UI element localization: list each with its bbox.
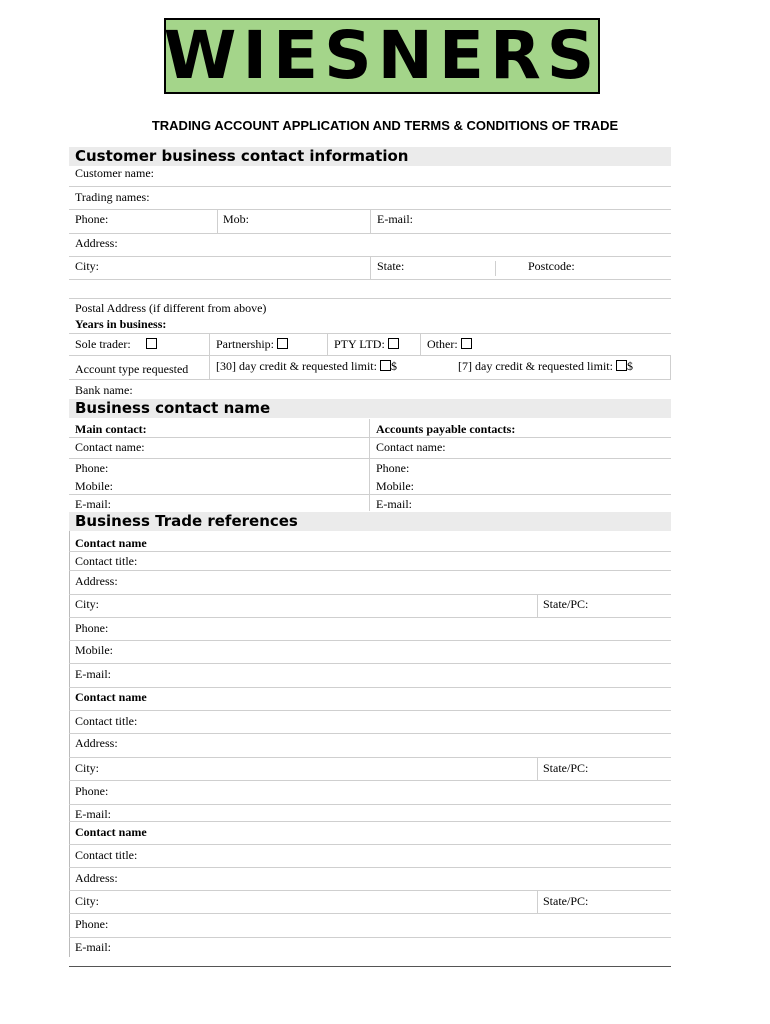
pty-ltd-option[interactable] bbox=[334, 337, 399, 351]
credit-30-checkbox[interactable] bbox=[380, 360, 391, 371]
credit-7-label: [7] day credit & requested limit: bbox=[458, 359, 613, 373]
partnership-checkbox[interactable] bbox=[277, 338, 288, 349]
other-checkbox[interactable] bbox=[461, 338, 472, 349]
column-divider bbox=[369, 419, 370, 511]
city-label: City: bbox=[75, 259, 100, 273]
company-logo bbox=[164, 18, 600, 94]
ref3-contact-name-label: Contact name bbox=[75, 825, 147, 839]
row-divider bbox=[69, 937, 671, 938]
sole-trader-option[interactable] bbox=[75, 337, 157, 351]
row-divider bbox=[69, 494, 671, 495]
mob-label: Mob: bbox=[223, 212, 250, 226]
row-divider bbox=[69, 733, 671, 734]
ap-mobile-label: Mobile: bbox=[376, 479, 414, 493]
cell-divider bbox=[217, 209, 218, 233]
ref2-state-pc-label: State/PC: bbox=[543, 761, 589, 775]
postcode-label: Postcode: bbox=[528, 259, 575, 273]
ap-phone-label: Phone: bbox=[376, 461, 410, 475]
section-header-customer-info: Customer business contact information bbox=[69, 147, 671, 166]
ref3-city-label: City: bbox=[75, 894, 100, 908]
trading-names-label: Trading names: bbox=[75, 190, 150, 204]
ref1-address-label: Address: bbox=[75, 574, 118, 588]
ref2-city-label: City: bbox=[75, 761, 100, 775]
pty-ltd-checkbox[interactable] bbox=[388, 338, 399, 349]
bank-name-label: Bank name: bbox=[75, 383, 133, 397]
address-label: Address: bbox=[75, 236, 118, 250]
row-divider bbox=[69, 780, 671, 781]
sole-trader-checkbox[interactable] bbox=[146, 338, 157, 349]
cell-divider bbox=[209, 333, 210, 379]
row-divider bbox=[69, 617, 671, 618]
partnership-label: Partnership: bbox=[216, 337, 274, 351]
ref1-mobile-label: Mobile: bbox=[75, 643, 113, 657]
ref1-state-pc-label: State/PC: bbox=[543, 597, 589, 611]
ref3-email-label: E-mail: bbox=[75, 940, 111, 954]
ref2-phone-label: Phone: bbox=[75, 784, 109, 798]
ref2-email-label: E-mail: bbox=[75, 807, 111, 821]
cell-divider bbox=[670, 355, 671, 379]
logo-text: WIESNERS bbox=[163, 17, 601, 94]
ref1-email-label: E-mail: bbox=[75, 667, 111, 681]
main-contact-label: Main contact: bbox=[75, 422, 147, 436]
row-divider bbox=[69, 890, 671, 891]
row-divider bbox=[69, 821, 671, 822]
row-divider bbox=[69, 640, 671, 641]
pty-ltd-label: PTY LTD: bbox=[334, 337, 385, 351]
row-divider bbox=[69, 458, 671, 459]
years-in-business-label: Years in business: bbox=[75, 317, 167, 331]
phone-label: Phone: bbox=[75, 212, 109, 226]
form-bottom-rule bbox=[69, 966, 671, 967]
ref1-contact-title-label: Contact title: bbox=[75, 554, 138, 568]
credit-7-checkbox[interactable] bbox=[616, 360, 627, 371]
cell-divider bbox=[420, 333, 421, 355]
ref3-phone-label: Phone: bbox=[75, 917, 109, 931]
section-header-business-contact: Business contact name bbox=[69, 399, 671, 418]
ref3-state-pc-label: State/PC: bbox=[543, 894, 589, 908]
row-divider bbox=[69, 913, 671, 914]
row-divider bbox=[69, 663, 671, 664]
ref3-contact-title-label: Contact title: bbox=[75, 848, 138, 862]
ref1-contact-name-label: Contact name bbox=[75, 536, 147, 550]
cell-divider bbox=[327, 333, 328, 355]
ref3-address-label: Address: bbox=[75, 871, 118, 885]
row-divider bbox=[69, 279, 671, 280]
ref2-address-label: Address: bbox=[75, 736, 118, 750]
row-divider bbox=[69, 437, 671, 438]
row-divider bbox=[69, 355, 671, 356]
credit-30-dollar: $ bbox=[390, 359, 397, 373]
row-divider bbox=[69, 594, 671, 595]
main-mobile-label: Mobile: bbox=[75, 479, 113, 493]
credit-7-dollar: $ bbox=[626, 359, 633, 373]
ref1-phone-label: Phone: bbox=[75, 621, 109, 635]
credit-7-day-option[interactable] bbox=[458, 359, 633, 373]
cell-divider bbox=[537, 594, 538, 617]
row-divider bbox=[69, 804, 671, 805]
cell-divider bbox=[537, 757, 538, 780]
ref1-city-label: City: bbox=[75, 597, 100, 611]
row-divider bbox=[69, 333, 671, 334]
cell-divider bbox=[370, 209, 371, 233]
row-divider bbox=[69, 186, 671, 187]
row-divider bbox=[69, 570, 671, 571]
main-phone-label: Phone: bbox=[75, 461, 109, 475]
cell-divider bbox=[495, 261, 496, 276]
row-divider bbox=[69, 710, 671, 711]
other-option[interactable] bbox=[427, 337, 472, 351]
postal-address-label: Postal Address (if different from above) bbox=[75, 301, 267, 315]
accounts-payable-label: Accounts payable contacts: bbox=[376, 422, 516, 436]
row-divider bbox=[69, 233, 671, 234]
customer-name-label: Customer name: bbox=[75, 166, 154, 180]
ap-contact-name-label: Contact name: bbox=[376, 440, 446, 454]
credit-30-label: [30] day credit & requested limit: bbox=[216, 359, 377, 373]
cell-divider bbox=[370, 256, 371, 279]
credit-30-day-option[interactable] bbox=[216, 359, 397, 373]
other-label: Other: bbox=[427, 337, 458, 351]
row-divider bbox=[69, 844, 671, 845]
main-email-label: E-mail: bbox=[75, 497, 111, 511]
ref2-contact-title-label: Contact title: bbox=[75, 714, 138, 728]
document-title: TRADING ACCOUNT APPLICATION AND TERMS & CONDITIONS OF TRADE bbox=[151, 118, 619, 133]
row-divider bbox=[69, 551, 671, 552]
cell-divider bbox=[537, 890, 538, 913]
sole-trader-label: Sole trader: bbox=[75, 337, 131, 351]
ref2-contact-name-label: Contact name bbox=[75, 690, 147, 704]
section-header-trade-references: Business Trade references bbox=[69, 512, 671, 531]
row-divider bbox=[69, 757, 671, 758]
email-label: E-mail: bbox=[377, 212, 413, 226]
main-contact-name-label: Contact name: bbox=[75, 440, 145, 454]
ap-email-label: E-mail: bbox=[376, 497, 412, 511]
row-divider bbox=[69, 867, 671, 868]
account-type-label: Account type requested bbox=[75, 362, 189, 376]
row-divider bbox=[69, 298, 671, 299]
row-divider bbox=[69, 379, 671, 380]
partnership-option[interactable] bbox=[216, 337, 288, 351]
state-label: State: bbox=[377, 259, 405, 273]
row-divider bbox=[69, 687, 671, 688]
